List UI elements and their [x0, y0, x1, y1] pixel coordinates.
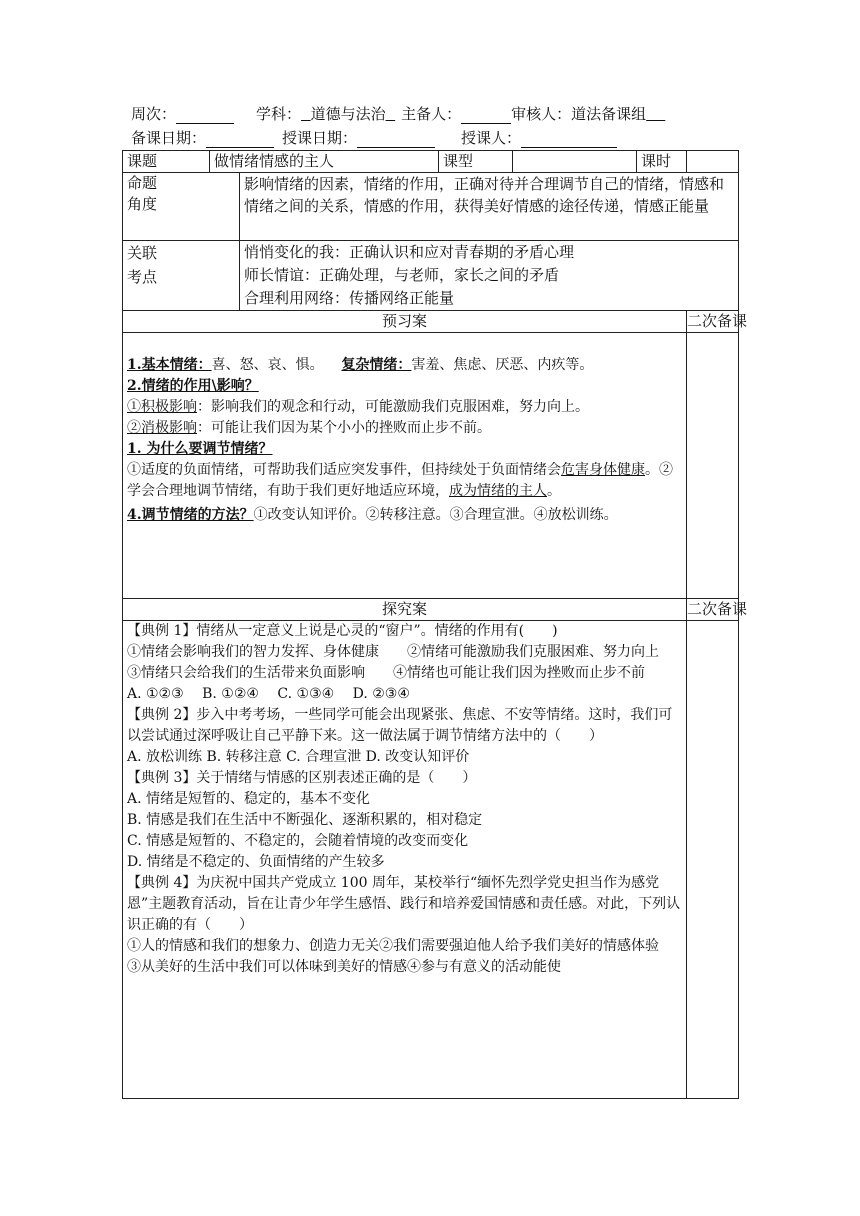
related-line-3: 合理利用网络：传播网络正能量: [244, 289, 455, 307]
preview-header-row: [123, 311, 739, 333]
preview-para-6: ①适度的负面情绪，可帮助我们适应突发事件，但持续处于负面情绪会危害身体健康。②学会合理地调节情绪，有助于我们更好地适应环境，成为情绪的主人。: [127, 462, 673, 499]
teach-date-blank: [357, 131, 435, 148]
week-label: 周次：: [131, 105, 177, 123]
preview-second-prep: 二次备课: [687, 311, 739, 333]
explore-content: [123, 621, 687, 1099]
angle-label: 命题 角度: [123, 173, 240, 241]
preparer-label: 主备人：: [401, 105, 462, 123]
prep-date-blank: [206, 131, 274, 148]
preparer-blank: [461, 107, 511, 124]
explore-line: D. 情绪是不稳定的、负面情绪的产生较多: [127, 854, 385, 870]
preview-para-1: 1.基本情绪：喜、怒、哀、惧。 复杂情绪：害羞、焦虑、厌恶、内疚等。: [127, 357, 594, 373]
related-row: [123, 241, 739, 311]
explore-line: ③情绪只会给我们的生活带来负面影响 ④情绪也可能让我们因为挫败而止步不前: [127, 665, 645, 681]
type-value: [513, 151, 637, 173]
preview-content: [123, 333, 687, 599]
explore-line: 【典例 1】情绪从一定意义上说是心灵的“窗户”。情绪的作用有( ): [127, 623, 558, 639]
topic-row: [123, 151, 739, 173]
hours-value: [687, 151, 739, 173]
header-line-1: [131, 104, 665, 124]
preview-body-row: [123, 333, 739, 599]
explore-header-row: [123, 599, 739, 621]
type-label: 课型: [439, 151, 513, 173]
teacher-label: 授课人：: [461, 129, 522, 147]
subject-value: 道德与法治: [310, 105, 386, 123]
related-text: [240, 241, 739, 311]
explore-line: 【典例 4】为庆祝中国共产党成立 100 周年，某校举行“缅怀先烈学党史担当作为感党恩”主题教育活动，旨在让青少年学生感悟、践行和培养爱国情感和责任感。对此，下列认识正确的有（ ）: [127, 875, 681, 933]
hours-label: 课时: [637, 151, 687, 173]
preview-para-4: ②消极影响：可能让我们因为某个小小的挫败而止步不前。: [127, 420, 491, 436]
explore-notes: [687, 621, 739, 1099]
header-line-2: [131, 128, 617, 148]
prep-date-label: 备课日期：: [131, 129, 207, 147]
related-line-1: 悄悄变化的我：正确认识和应对青春期的矛盾心理: [244, 243, 575, 261]
explore-line: C. 情感是短暂的、不稳定的，会随着情境的改变而变化: [127, 833, 469, 849]
explore-line: ①情绪会影响我们的智力发挥、身体健康 ②情绪可能激励我们克服困难、努力向上: [127, 644, 659, 660]
preview-para-2: 2.情绪的作用\影响？: [127, 378, 259, 394]
week-blank: [176, 107, 234, 124]
lesson-plan-table: [122, 150, 748, 1099]
explore-line: B. 情感是我们在生活中不断强化、逐渐积累的，相对稳定: [127, 812, 483, 828]
explore-line: ③从美好的生活中我们可以体味到美好的情感④参与有意义的活动能使: [127, 959, 561, 975]
explore-line: A. 情绪是短暂的、稳定的，基本不变化: [127, 791, 371, 807]
angle-row: [123, 173, 739, 241]
related-label: 关联 考点: [123, 241, 240, 311]
explore-line: 【典例 3】关于情绪与情感的区别表述正确的是（ ）: [127, 770, 477, 786]
teacher-blank: [521, 131, 617, 148]
preview-para-5: 1. 为什么要调节情绪？: [127, 441, 273, 457]
preview-notes: [687, 333, 739, 599]
topic-label: 课题: [123, 151, 210, 173]
explore-line: 【典例 2】步入中考考场，一些同学可能会出现紧张、焦虑、不安等情绪。这时，我们可以尝试通过深呼吸让自己平静下来。这一做法属于调节情绪方法中的（ ）: [127, 707, 673, 744]
related-line-2: 师长情谊：正确处理，与老师，家长之间的矛盾: [244, 266, 560, 284]
reviewer-label: 审核人：: [511, 105, 572, 123]
subject-label: 学科：: [256, 105, 302, 123]
topic-value: 做情绪情感的主人: [210, 151, 439, 173]
teach-date-label: 授课日期：: [282, 129, 358, 147]
explore-second-prep: 二次备课: [687, 599, 739, 621]
preview-para-7: 4.调节情绪的方法？①改变认知评价。②转移注意。③合理宣泄。④放松训练。: [127, 507, 618, 523]
explore-line: A. ①②③ B. ①②④ C. ①③④ D. ②③④: [127, 686, 410, 702]
explore-title: 探究案: [123, 599, 687, 621]
preview-para-3: ①积极影响：影响我们的观念和行动，可能激励我们克服困难，努力向上。: [127, 399, 589, 415]
preview-title: 预习案: [123, 311, 687, 333]
reviewer-value: 道法备课组: [571, 105, 647, 123]
explore-line: ①人的情感和我们的想象力、创造力无关②我们需要强迫他人给予我们美好的情感体验: [127, 938, 659, 954]
explore-line: A. 放松训练 B. 转移注意 C. 合理宣泄 D. 改变认知评价: [127, 749, 470, 765]
angle-text: 影响情绪的因素，情绪的作用，正确对待并合理调节自己的情绪，情感和情绪之间的关系，情感的作用，获得美好情感的途径传递，情感正能量: [240, 173, 739, 241]
explore-body-row: [123, 621, 739, 1099]
